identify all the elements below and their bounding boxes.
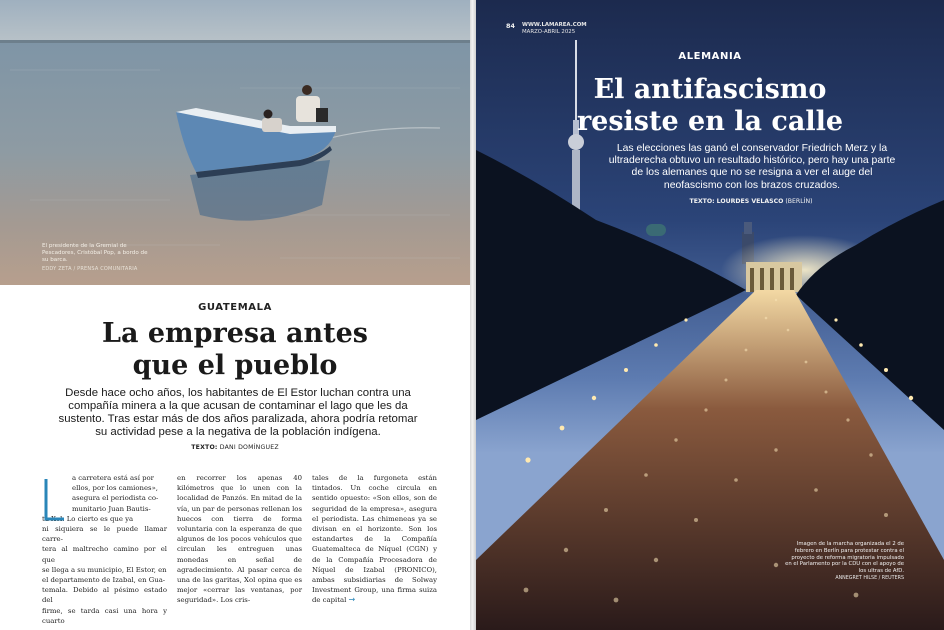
article-dek: Las elecciones las ganó el conservador Friedrich Merz y la ultraderecha obtuvo un resultado histórico, pero hay una parte de los alemanes que no se resigna a ver el auge del neofascismo con los brazos cruzados. <box>608 143 896 191</box>
photo-credit: EDDY ZETA / PRENSA COMUNITARIA <box>42 266 138 272</box>
byline-author: LOURDES VELASCO <box>716 198 784 205</box>
article-body <box>42 473 437 625</box>
page-number: 84 <box>506 22 515 30</box>
article-byline <box>646 198 856 205</box>
section-kicker: GUATEMALA <box>198 302 272 313</box>
photo-credit: ANNEGRET HILSE / REUTERS <box>835 576 904 581</box>
body-column-3-text: tales de la furgoneta están tintados. Un coche circula en sentido opuesto: «Son ellos, son de seguridad de la empresa», asegura el periodista. Las chimeneas ya se divisan en el horizonte. Son los estandartes de la Compañía Guatemalteca de Níquel (CGN) y de la Compañía Procesadora de Níquel de Izabal (PRONICO), ambas subsidiarias de Solway Investment Group, una firma suiza de capital <box>312 474 437 605</box>
section-kicker: ALEMANIA <box>678 51 742 62</box>
right-page <box>476 0 944 630</box>
body-line: temala. Debido al pésimo estado del <box>42 586 167 605</box>
folio-issue: MARZO-ABRIL 2025 <box>522 29 576 35</box>
body-line: asegura el periodista co- <box>72 494 159 503</box>
headline-line-2: resiste en la calle <box>576 106 844 137</box>
headline-line-1: La empresa antes <box>102 318 368 349</box>
headline-line-2: que el pueblo <box>132 350 338 381</box>
byline-label: TEXTO: <box>689 198 715 205</box>
article-headline <box>40 318 430 382</box>
body-line: a carretera está así por <box>72 474 154 482</box>
body-line: ni siquiera se le puede llamar carre- <box>42 525 167 544</box>
body-line: munitario Juan Bautis- <box>72 504 151 513</box>
body-column-1 <box>42 473 167 625</box>
body-line: el departamento de Izabal, en Gua- <box>42 576 166 585</box>
body-line: ta Xol. Lo cierto es que ya <box>42 514 134 523</box>
byline-city: (BERLÍN) <box>785 198 813 205</box>
byline-author: DANI DOMÍNGUEZ <box>219 444 279 451</box>
byline-label: TEXTO: <box>191 444 218 451</box>
body-line: ellos, por los camiones», <box>72 484 158 493</box>
photo-caption: Imagen de la marcha organizada el 2 de febrero en Berlín para protestar contra el proyecto de reforma migratoria impulsado en el Parlamento por la CDU con el apoyo de los ultras de AfD. <box>785 541 904 575</box>
folio-site: WWW.LAMAREA.COM <box>522 22 587 28</box>
headline-line-1: El antifascismo <box>593 74 827 105</box>
article-headline <box>516 74 904 138</box>
left-page <box>0 0 470 630</box>
body-column-2: en recorrer los apenas 40 kilómetros que lo unen con la localidad de Panzós. En mitad de la vía, un par de personas rellenan los huecos con tierra de forma voluntaria con la esperanza de que algunos de los pocos vehículos que circulan les entreguen unas monedas en señal de agradecimiento. Al pasar cerca de una de las garitas, Xol opina que es mejor «cerrar las ventanas, por seguridad». Los cris- <box>177 474 302 605</box>
folio <box>522 22 587 36</box>
photo-caption: El presidente de la Gremial de Pescadores, Cristóbal Pop, a bordo de su barca. <box>42 243 148 263</box>
lake-boat-photo <box>0 0 470 285</box>
body-column-3 <box>312 473 437 605</box>
article-byline <box>0 444 470 451</box>
article-dek: Desde hace ocho años, los habitantes de El Estor luchan contra una compañía minera a la que acusan de contaminar el lago que les da sustento. Tras estar más de dos años paralizada, ahora podría retomar su actividad pese a la negativa de la población indígena. <box>58 387 418 438</box>
body-line: se llega a su municipio, El Estor, en <box>42 565 167 574</box>
body-line: tera al maltrecho camino por el que <box>42 545 167 564</box>
continue-arrow-icon: → <box>348 595 356 605</box>
body-line: firme, se tarda casi una hora y cuarto <box>42 606 167 625</box>
drop-cap <box>42 477 70 521</box>
